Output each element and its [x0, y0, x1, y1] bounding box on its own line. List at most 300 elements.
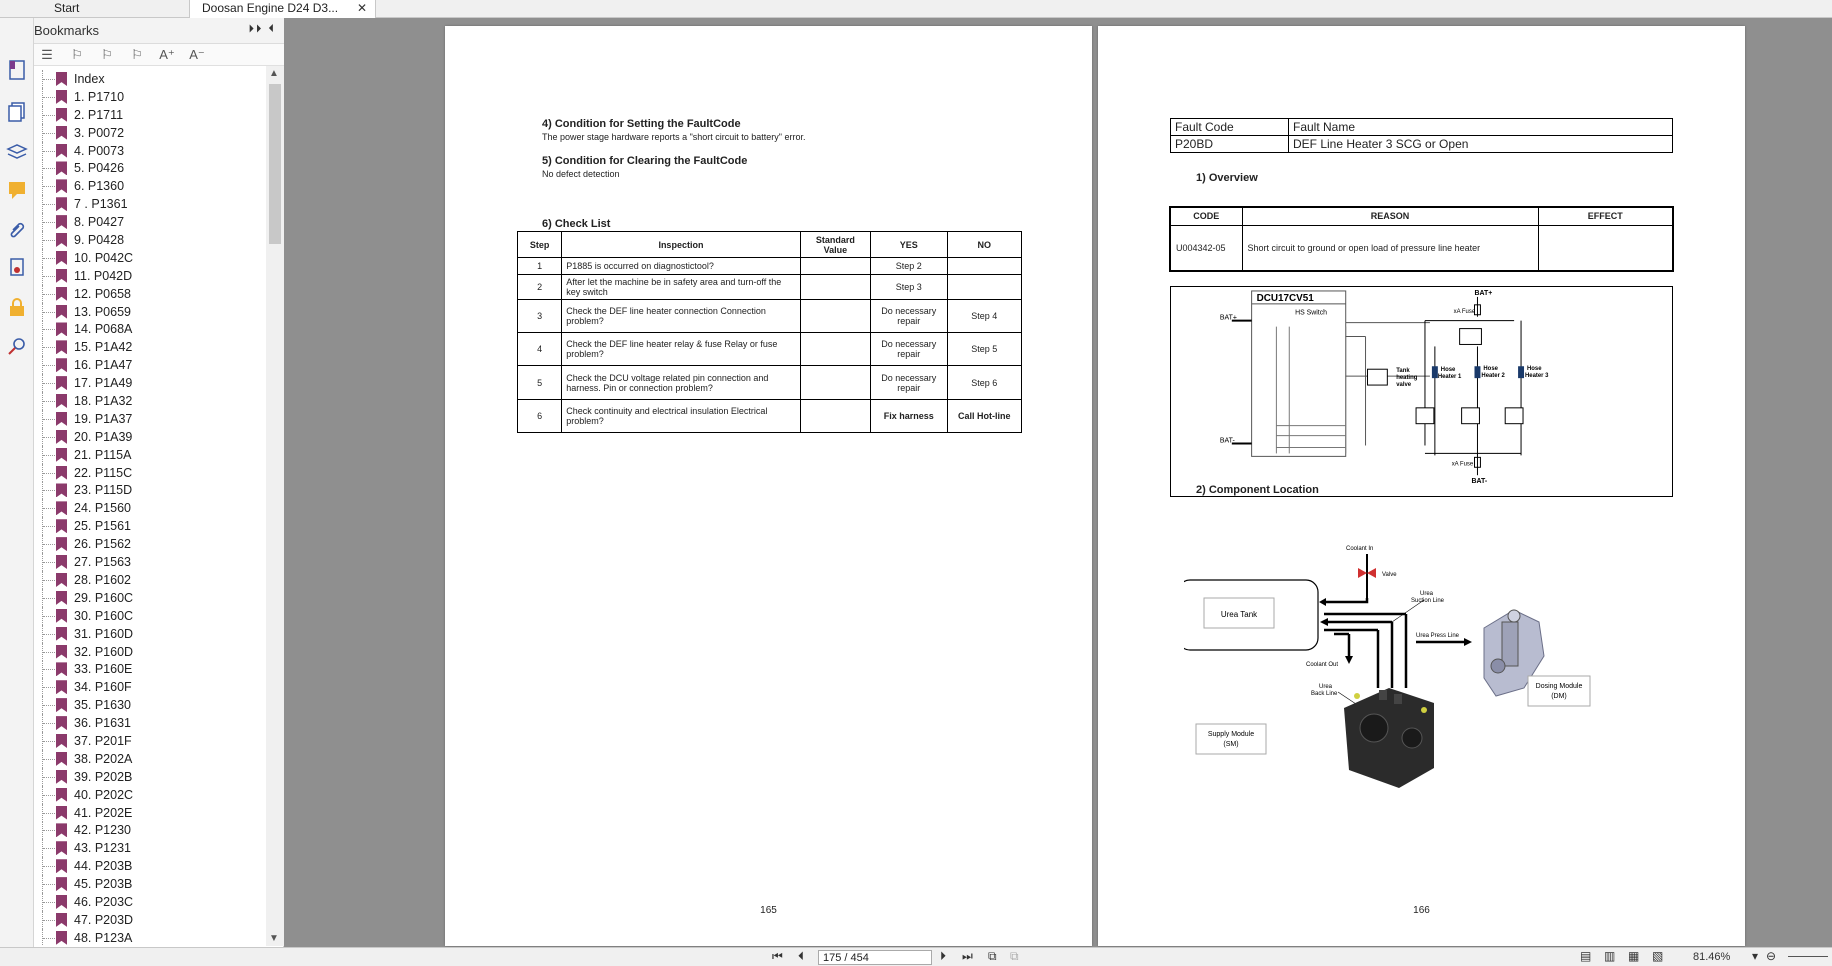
fault-code-value: P20BD: [1171, 136, 1289, 153]
tree-connector: [42, 70, 54, 88]
bookmark-label: 16. P1A47: [74, 358, 133, 373]
bookmark-item[interactable]: [34, 875, 266, 893]
bookmark-icon: [56, 215, 67, 229]
tank-valve-label: Tank heating valve: [1396, 368, 1418, 389]
bookmark-label: 13. P0659: [74, 304, 131, 319]
cell-no: Call Hot-line: [947, 400, 1021, 433]
tree-connector: [42, 821, 54, 839]
bookmark-item[interactable]: [34, 911, 266, 929]
tree-connector: [42, 338, 54, 356]
coolant-in-label: Coolant In: [1346, 546, 1374, 552]
hs-switch-label: HS Switch: [1295, 309, 1328, 317]
scroll-up-icon[interactable]: ▲: [269, 68, 279, 79]
bookmark-icon: [56, 931, 67, 945]
table-row: [518, 258, 1022, 275]
bookmark-label: 43. P1231: [74, 841, 131, 856]
tree-connector: [42, 625, 54, 643]
tree-connector: [42, 696, 54, 714]
cell-insp: P1885 is occurred on diagnostictool?: [562, 258, 800, 275]
bookmark-label: 31. P160D: [74, 626, 134, 641]
bat-minus-bottom-label: BAT-: [1471, 478, 1488, 486]
bookmark-item[interactable]: [34, 338, 266, 356]
bookmark-icon: [56, 573, 67, 587]
bookmark-label: 8. P0427: [74, 215, 125, 230]
tree-connector: [42, 303, 54, 321]
tab-document[interactable]: [190, 0, 376, 18]
bookmark-item[interactable]: [34, 267, 266, 285]
bookmark-label: 45. P203B: [74, 877, 133, 892]
section-6-title: 6) Check List: [542, 218, 611, 230]
tree-connector: [42, 267, 54, 285]
continuous-view-icon[interactable]: ▥: [1604, 949, 1616, 963]
cell-step: 3: [518, 300, 562, 333]
bookmark-label: 1. P1710: [74, 89, 125, 104]
bookmark-label: 7 . P1361: [74, 197, 128, 212]
previous-page-icon[interactable]: ⏴: [798, 949, 805, 963]
bookmark-item[interactable]: [34, 356, 266, 374]
col-step: Step: [518, 232, 562, 258]
bookmark-item[interactable]: [34, 893, 266, 911]
urea-press-line-label: Urea Press Line: [1416, 633, 1460, 639]
font-increase-icon[interactable]: A⁺: [159, 47, 175, 62]
bookmark-item[interactable]: [34, 786, 266, 804]
bookmark-label: 38. P202A: [74, 751, 133, 766]
bookmark-label: 46. P203C: [74, 894, 134, 909]
facing-view-icon[interactable]: ▦: [1628, 949, 1640, 963]
tree-connector: [42, 499, 54, 517]
bookmark-item[interactable]: [34, 392, 266, 410]
bookmark-label: 12. P0658: [74, 286, 131, 301]
bookmark-item[interactable]: [34, 517, 266, 535]
bookmark-label: 17. P1A49: [74, 376, 133, 391]
cell-no: Step 6: [947, 366, 1021, 400]
tree-connector: [42, 285, 54, 303]
zoom-dropdown-icon[interactable]: ▾: [1752, 949, 1759, 963]
bookmark-label: 42. P1230: [74, 823, 131, 838]
cell-step: 6: [518, 400, 562, 433]
bookmark-icon: [56, 859, 67, 873]
bookmark-icon: [56, 645, 67, 659]
font-decrease-icon[interactable]: A⁻: [189, 47, 205, 62]
page-number: 165: [760, 905, 777, 916]
bookmark-item[interactable]: [34, 231, 266, 249]
bookmark-item[interactable]: [34, 660, 266, 678]
tree-connector: [42, 893, 54, 911]
component-location-illustration: [1184, 538, 1664, 838]
tree-connector: [42, 392, 54, 410]
cell-step: 5: [518, 366, 562, 400]
bookmark-label: 10. P042C: [74, 250, 134, 265]
ov-code: U004342-05: [1170, 225, 1242, 271]
page-number-input[interactable]: [818, 950, 932, 965]
bookmark-item[interactable]: [34, 643, 266, 661]
tree-connector: [42, 213, 54, 231]
bookmark-item[interactable]: [34, 839, 266, 857]
tree-connector: [42, 142, 54, 160]
tree-connector: [42, 177, 54, 195]
cell-yes: Do necessary repair: [871, 300, 947, 333]
bookmark-icon: [56, 555, 67, 569]
bookmark-item[interactable]: [34, 177, 266, 195]
cell-std: [800, 366, 870, 400]
bookmarks-title: Bookmarks: [34, 23, 100, 38]
section-4-title: 4) Condition for Setting the FaultCode: [542, 118, 741, 130]
continuous-facing-view-icon[interactable]: ▧: [1652, 949, 1664, 963]
bookmark-icon: [56, 358, 67, 372]
bookmark-icon: [56, 161, 67, 175]
tree-connector: [42, 356, 54, 374]
bookmark-label: 5. P0426: [74, 161, 125, 176]
bookmark-label: 6. P1360: [74, 179, 125, 194]
tab-bar: [0, 0, 1832, 18]
bookmark-item[interactable]: [34, 696, 266, 714]
bookmark-icon: [56, 376, 67, 390]
tree-connector: [42, 857, 54, 875]
bookmark-item[interactable]: [34, 768, 266, 786]
tree-connector: [42, 589, 54, 607]
page-166: [1098, 26, 1745, 946]
tab-start[interactable]: Start: [40, 0, 190, 18]
section-5-text: No defect detection: [542, 169, 620, 179]
cell-std: [800, 300, 870, 333]
bat-plus-left-label: BAT+: [1219, 314, 1237, 322]
bookmark-label: 11. P042D: [74, 268, 133, 283]
bookmark-icon: [56, 233, 67, 247]
scrollbar-thumb[interactable]: [269, 84, 281, 244]
tree-connector: [42, 410, 54, 428]
comments-panel-icon[interactable]: [5, 178, 29, 202]
bookmark-item[interactable]: [34, 159, 266, 177]
bat-minus-left-label: BAT-: [1219, 437, 1235, 445]
bookmark-icon: [56, 448, 67, 462]
bookmark-item[interactable]: [34, 70, 266, 88]
tree-connector: [42, 88, 54, 106]
col-yes: YES: [871, 232, 947, 258]
bookmarks-toolbar: [34, 44, 284, 66]
hose-heater-1-label: Hose Heater 1: [1437, 367, 1462, 381]
previous-view-icon[interactable]: ⧉: [988, 949, 997, 963]
fault-name-value: DEF Line Heater 3 SCG or Open: [1289, 136, 1673, 153]
bookmark-item[interactable]: [34, 750, 266, 768]
bookmark-item[interactable]: [34, 142, 266, 160]
bookmark-icon: [56, 287, 67, 301]
bookmark-icon: [56, 627, 67, 641]
cell-yes: Do necessary repair: [871, 333, 947, 366]
bookmark-icon: [56, 251, 67, 265]
bookmark-item[interactable]: [34, 249, 266, 267]
cell-no: Step 4: [947, 300, 1021, 333]
bookmark-item[interactable]: [34, 124, 266, 142]
ov-col-reason: REASON: [1242, 207, 1538, 225]
bookmark-item[interactable]: [34, 374, 266, 392]
fault-code-table: [1170, 118, 1673, 153]
first-page-icon[interactable]: ⏮: [772, 949, 783, 963]
tree-connector: [42, 911, 54, 929]
component-location-title: 2) Component Location: [1196, 484, 1319, 496]
cell-yes: Fix harness: [871, 400, 947, 433]
bookmark-item[interactable]: [34, 446, 266, 464]
bookmark-label: 19. P1A37: [74, 411, 133, 426]
bookmarks-scrollbar[interactable]: [266, 66, 284, 946]
add-bookmark-icon[interactable]: ⚐: [71, 47, 83, 62]
tree-connector: [42, 660, 54, 678]
bookmark-icon: [56, 913, 67, 927]
bookmark-label: 9. P0428: [74, 233, 125, 248]
tree-connector: [42, 678, 54, 696]
tree-connector: [42, 464, 54, 482]
tree-connector: [42, 875, 54, 893]
bookmark-label: 20. P1A39: [74, 429, 133, 444]
table-row: [518, 400, 1022, 433]
security-lock-icon[interactable]: [5, 296, 29, 320]
bookmark-item[interactable]: [34, 929, 266, 946]
section-4-text: The power stage hardware reports a "short circuit to battery" error.: [542, 132, 806, 142]
tree-connector: [42, 106, 54, 124]
bookmark-icon: [56, 877, 67, 891]
overview-title: 1) Overview: [1196, 172, 1258, 184]
bookmark-icon: [56, 806, 67, 820]
tree-connector: [42, 231, 54, 249]
bookmark-label: 23. P115D: [74, 483, 133, 498]
bookmark-icon: [56, 537, 67, 551]
bookmark-icon: [56, 680, 67, 694]
bookmark-label: 35. P1630: [74, 698, 131, 713]
cell-insp: Check continuity and electrical insulation Electrical problem?: [562, 400, 800, 433]
next-view-icon[interactable]: ⧉: [1010, 949, 1019, 963]
tree-connector: [42, 124, 54, 142]
single-page-view-icon[interactable]: ▤: [1580, 949, 1592, 963]
bookmark-icon: [56, 823, 67, 837]
bookmark-icon: [56, 734, 67, 748]
bookmark-item[interactable]: [34, 464, 266, 482]
overview-table: [1169, 206, 1674, 272]
bookmark-label: 48. P123A: [74, 930, 133, 945]
tree-connector: [42, 839, 54, 857]
cell-std: [800, 333, 870, 366]
cell-std: [800, 400, 870, 433]
table-row: [518, 275, 1022, 300]
tree-connector: [42, 750, 54, 768]
cell-no: [947, 258, 1021, 275]
bookmark-label: 27. P1563: [74, 555, 131, 570]
bookmark-icon: [56, 126, 67, 140]
bookmark-icon: [56, 662, 67, 676]
bookmark-item[interactable]: [34, 714, 266, 732]
tree-connector: [42, 768, 54, 786]
tree-connector: [42, 732, 54, 750]
bookmark-icon: [56, 430, 67, 444]
bookmark-item[interactable]: [34, 213, 266, 231]
bookmark-label: Index: [74, 72, 105, 86]
bookmark-icon: [56, 322, 67, 336]
cell-step: 4: [518, 333, 562, 366]
layers-panel-icon[interactable]: [5, 140, 29, 164]
bookmark-item[interactable]: [34, 285, 266, 303]
signatures-panel-icon[interactable]: [5, 256, 29, 280]
bookmarks-panel: [34, 18, 284, 947]
bookmark-item[interactable]: [34, 589, 266, 607]
zoom-level[interactable]: 81.46%: [1693, 951, 1731, 963]
bookmark-item[interactable]: [34, 857, 266, 875]
section-5-title: 5) Condition for Clearing the FaultCode: [542, 155, 748, 167]
bookmark-item[interactable]: [34, 88, 266, 106]
fault-name-header: Fault Name: [1289, 119, 1673, 136]
bookmark-label: 28. P1602: [74, 572, 131, 587]
table-row: [518, 300, 1022, 333]
tree-connector: [42, 553, 54, 571]
search-tools-icon[interactable]: [5, 334, 29, 358]
bookmark-item[interactable]: [34, 821, 266, 839]
bookmark-icon: [56, 698, 67, 712]
ov-col-effect: EFFECT: [1538, 207, 1673, 225]
close-icon[interactable]: ✕: [356, 1, 367, 15]
tab-document-label: Doosan Engine D24 D3...: [202, 1, 339, 15]
bookmark-label: 30. P160C: [74, 608, 134, 623]
bookmark-icon: [56, 483, 67, 497]
side-icon-rail: [0, 18, 34, 947]
col-inspection: Inspection: [562, 232, 800, 258]
tree-connector: [42, 195, 54, 213]
bookmark-icon: [56, 519, 67, 533]
col-no: NO: [947, 232, 1021, 258]
bookmark-icon: [56, 90, 67, 104]
bookmark-item[interactable]: [34, 678, 266, 696]
cell-yes: Step 3: [871, 275, 947, 300]
hose-heater-2-label: Hose Heater 2: [1481, 366, 1505, 380]
cell-step: 1: [518, 258, 562, 275]
ov-reason: Short circuit to ground or open load of pressure line heater: [1242, 225, 1538, 271]
tree-connector: [42, 607, 54, 625]
bookmark-icon: [56, 609, 67, 623]
tree-connector: [42, 571, 54, 589]
bookmark-item[interactable]: [34, 571, 266, 589]
tree-connector: [42, 320, 54, 338]
bookmark-label: 14. P068A: [74, 322, 133, 337]
page-165: [445, 26, 1092, 946]
bookmark-icon: [56, 72, 67, 86]
check-list-table: [517, 231, 1022, 433]
cell-std: [800, 258, 870, 275]
bookmarks-header: [34, 18, 284, 44]
bookmark-label: 4. P0073: [74, 143, 125, 158]
ov-effect: [1538, 225, 1673, 271]
bookmark-icon: [56, 752, 67, 766]
tree-connector: [42, 159, 54, 177]
pages-panel-icon[interactable]: [5, 100, 29, 124]
status-bar: [0, 947, 1832, 966]
bookmark-item[interactable]: [34, 481, 266, 499]
ov-col-code: CODE: [1170, 207, 1242, 225]
fuse-bottom-label: xA Fuse: [1451, 461, 1474, 468]
fuse-top-label: xA Fuse: [1453, 308, 1476, 315]
bookmark-icon: [56, 340, 67, 354]
bookmark-icon: [56, 144, 67, 158]
bookmark-label: 40. P202C: [74, 787, 134, 802]
bookmark-item[interactable]: [34, 535, 266, 553]
bookmark-icon: [56, 394, 67, 408]
bookmark-label: 18. P1A32: [74, 394, 133, 409]
valve-label: Valve: [1382, 572, 1397, 578]
tree-connector: [42, 481, 54, 499]
bookmark-item[interactable]: [34, 106, 266, 124]
supply-module-shape: [1344, 688, 1434, 788]
bookmark-label: 47. P203D: [74, 912, 134, 927]
tree-connector: [42, 446, 54, 464]
attachments-panel-icon[interactable]: [5, 218, 29, 242]
bookmark-icon: [56, 716, 67, 730]
bookmark-item[interactable]: [34, 320, 266, 338]
bookmark-label: 22. P115C: [74, 465, 133, 480]
bookmark-icon: [56, 305, 67, 319]
fault-code-header: Fault Code: [1171, 119, 1289, 136]
hose-heater-3-label: Hose Heater 3: [1525, 366, 1549, 380]
bookmark-label: 25. P1561: [74, 519, 131, 534]
bookmark-item[interactable]: [34, 804, 266, 822]
zoom-slider[interactable]: [1788, 956, 1828, 957]
bookmark-icon: [56, 841, 67, 855]
cell-no: [947, 275, 1021, 300]
bookmark-label: 36. P1631: [74, 716, 131, 731]
tree-connector: [42, 714, 54, 732]
bookmark-item[interactable]: [34, 499, 266, 517]
bookmark-list: [34, 70, 266, 946]
bookmarks-panel-icon[interactable]: [5, 58, 29, 82]
bat-plus-top-label: BAT+: [1474, 289, 1493, 297]
bookmark-icon: [56, 591, 67, 605]
tree-connector: [42, 535, 54, 553]
delete-bookmark-icon[interactable]: ⚐: [101, 47, 113, 62]
next-page-icon[interactable]: ⏵: [940, 949, 947, 963]
bookmark-item[interactable]: [34, 303, 266, 321]
tree-connector: [42, 428, 54, 446]
bookmark-label: 32. P160D: [74, 644, 134, 659]
bookmark-item[interactable]: [34, 607, 266, 625]
page-number: 166: [1413, 905, 1430, 916]
document-viewer: [284, 18, 1832, 947]
cell-no: Step 5: [947, 333, 1021, 366]
last-page-icon[interactable]: ⏭: [962, 949, 973, 963]
bookmark-label: 21. P115A: [74, 447, 132, 462]
cell-insp: Check the DEF line heater connection Connection problem?: [562, 300, 800, 333]
cell-insp: Check the DCU voltage related pin connection and harness. Pin or connection problem?: [562, 366, 800, 400]
zoom-out-icon[interactable]: ⊖: [1766, 949, 1777, 963]
bookmark-item[interactable]: [34, 428, 266, 446]
cell-insp: After let the machine be in safety area and turn-off the key switch: [562, 275, 800, 300]
panel-collapse-controls[interactable]: ⏵⏵ ⏴: [248, 23, 276, 35]
cell-step: 2: [518, 275, 562, 300]
cell-insp: Check the DEF line heater relay & fuse Relay or fuse problem?: [562, 333, 800, 366]
bookmark-label: 24. P1560: [74, 501, 131, 516]
bookmark-item[interactable]: [34, 195, 266, 213]
bookmark-item[interactable]: [34, 410, 266, 428]
bookmark-item[interactable]: [34, 625, 266, 643]
tree-connector: [42, 249, 54, 267]
table-row: [518, 333, 1022, 366]
expand-bookmark-icon[interactable]: ⚐: [131, 47, 143, 62]
heater-wiring-diagram: [1170, 286, 1673, 497]
bookmark-label: 41. P202E: [74, 805, 133, 820]
bookmark-options-icon[interactable]: ☰: [41, 47, 53, 62]
tree-connector: [42, 804, 54, 822]
bookmark-icon: [56, 108, 67, 122]
tree-connector: [42, 929, 54, 946]
scroll-down-icon[interactable]: ▼: [269, 933, 279, 944]
bookmark-label: 29. P160C: [74, 590, 134, 605]
bookmark-item[interactable]: [34, 732, 266, 750]
bookmark-item[interactable]: [34, 553, 266, 571]
bookmark-icon: [56, 788, 67, 802]
tree-connector: [42, 786, 54, 804]
